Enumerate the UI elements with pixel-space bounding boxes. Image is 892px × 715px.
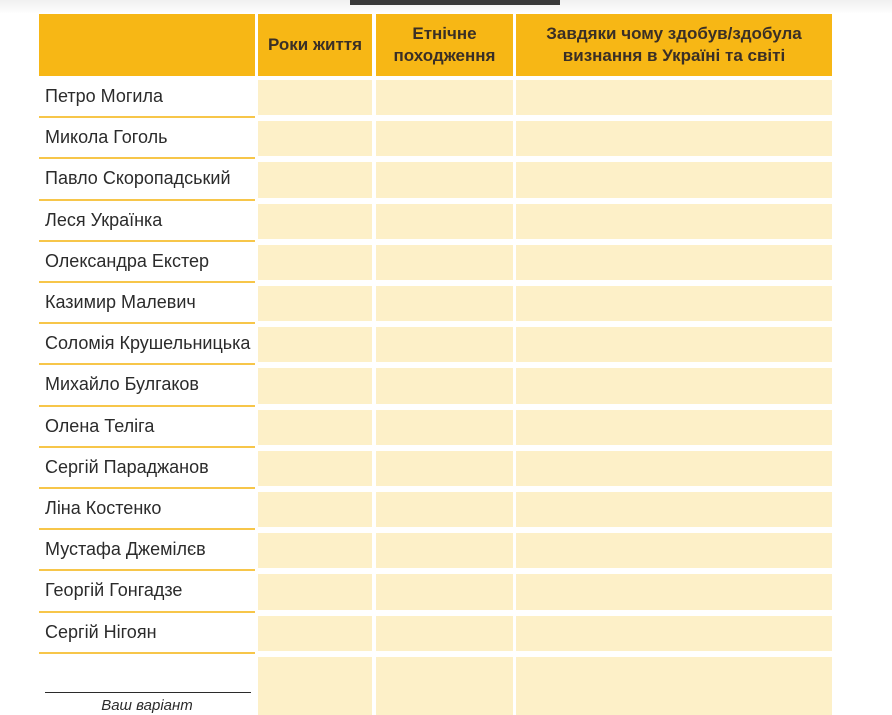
person-name: Соломія Крушельницька: [39, 324, 255, 365]
person-name: Сергій Параджанов: [39, 448, 255, 489]
ethnic-origin-cell[interactable]: [376, 245, 513, 280]
person-name: Ліна Костенко: [39, 489, 255, 530]
table-row: [0, 613, 892, 654]
years-cell[interactable]: [258, 80, 372, 115]
table-row-your-variant: [0, 654, 892, 715]
ethnic-origin-cell[interactable]: [376, 204, 513, 239]
table-row: [0, 159, 892, 200]
years-cell[interactable]: [258, 286, 372, 321]
ethnic-origin-cell[interactable]: [376, 451, 513, 486]
years-cell[interactable]: [258, 368, 372, 403]
years-cell[interactable]: [258, 657, 372, 715]
recognition-cell[interactable]: [516, 410, 832, 445]
header-name-column: [39, 14, 255, 76]
years-cell[interactable]: [258, 245, 372, 280]
table-row: [0, 324, 892, 365]
person-name: Мустафа Джемілєв: [39, 530, 255, 571]
table-row: [0, 283, 892, 324]
person-name: Олена Теліга: [39, 407, 255, 448]
ethnic-origin-cell[interactable]: [376, 616, 513, 651]
table-row: [0, 530, 892, 571]
ethnic-origin-cell[interactable]: [376, 121, 513, 156]
header-recognition: Завдяки чому здобув/здобула визнання в Україні та світі: [516, 14, 832, 76]
person-name: Олександра Екстер: [39, 242, 255, 283]
person-name: Михайло Булгаков: [39, 365, 255, 406]
years-cell[interactable]: [258, 574, 372, 609]
recognition-cell[interactable]: [516, 162, 832, 197]
person-name: Павло Скоропадський: [39, 159, 255, 200]
recognition-cell[interactable]: [516, 574, 832, 609]
ethnic-origin-cell[interactable]: [376, 492, 513, 527]
ethnic-origin-cell[interactable]: [376, 533, 513, 568]
recognition-cell[interactable]: [516, 616, 832, 651]
table-row: [0, 571, 892, 612]
person-name: Микола Гоголь: [39, 118, 255, 159]
ethnic-origin-cell[interactable]: [376, 657, 513, 715]
recognition-cell[interactable]: [516, 245, 832, 280]
table-row: [0, 407, 892, 448]
years-cell[interactable]: [258, 327, 372, 362]
years-cell[interactable]: [258, 410, 372, 445]
recognition-cell[interactable]: [516, 451, 832, 486]
recognition-cell[interactable]: [516, 657, 832, 715]
person-name: Георгій Гонгадзе: [39, 571, 255, 612]
recognition-cell[interactable]: [516, 492, 832, 527]
table-row: [0, 365, 892, 406]
your-variant-field[interactable]: [39, 654, 255, 715]
years-cell[interactable]: [258, 533, 372, 568]
ethnic-origin-cell[interactable]: [376, 80, 513, 115]
years-cell[interactable]: [258, 492, 372, 527]
ethnic-origin-cell[interactable]: [376, 327, 513, 362]
recognition-cell[interactable]: [516, 533, 832, 568]
ethnic-origin-cell[interactable]: [376, 574, 513, 609]
ethnic-origin-cell[interactable]: [376, 368, 513, 403]
table-row: [0, 77, 892, 118]
your-variant-label: Ваш варіант: [101, 696, 193, 714]
years-cell[interactable]: [258, 616, 372, 651]
person-name: Казимир Малевич: [39, 283, 255, 324]
person-name: Сергій Нігоян: [39, 613, 255, 654]
person-name: Петро Могила: [39, 77, 255, 118]
years-cell[interactable]: [258, 451, 372, 486]
table-row: [0, 118, 892, 159]
table-row: [0, 201, 892, 242]
years-cell[interactable]: [258, 121, 372, 156]
table-row: [0, 448, 892, 489]
header-years-of-life: Роки життя: [258, 14, 372, 76]
person-name: Леся Українка: [39, 201, 255, 242]
recognition-cell[interactable]: [516, 80, 832, 115]
table-row: [0, 489, 892, 530]
years-cell[interactable]: [258, 162, 372, 197]
ethnic-origin-cell[interactable]: [376, 162, 513, 197]
recognition-cell[interactable]: [516, 204, 832, 239]
years-cell[interactable]: [258, 204, 372, 239]
table-row: [0, 242, 892, 283]
ethnic-origin-cell[interactable]: [376, 410, 513, 445]
recognition-cell[interactable]: [516, 327, 832, 362]
window-top-bar: [350, 0, 560, 5]
header-ethnic-origin: Етнічне походження: [376, 14, 513, 76]
write-in-line: [45, 692, 251, 693]
recognition-cell[interactable]: [516, 121, 832, 156]
recognition-cell[interactable]: [516, 368, 832, 403]
ethnic-origin-cell[interactable]: [376, 286, 513, 321]
recognition-cell[interactable]: [516, 286, 832, 321]
